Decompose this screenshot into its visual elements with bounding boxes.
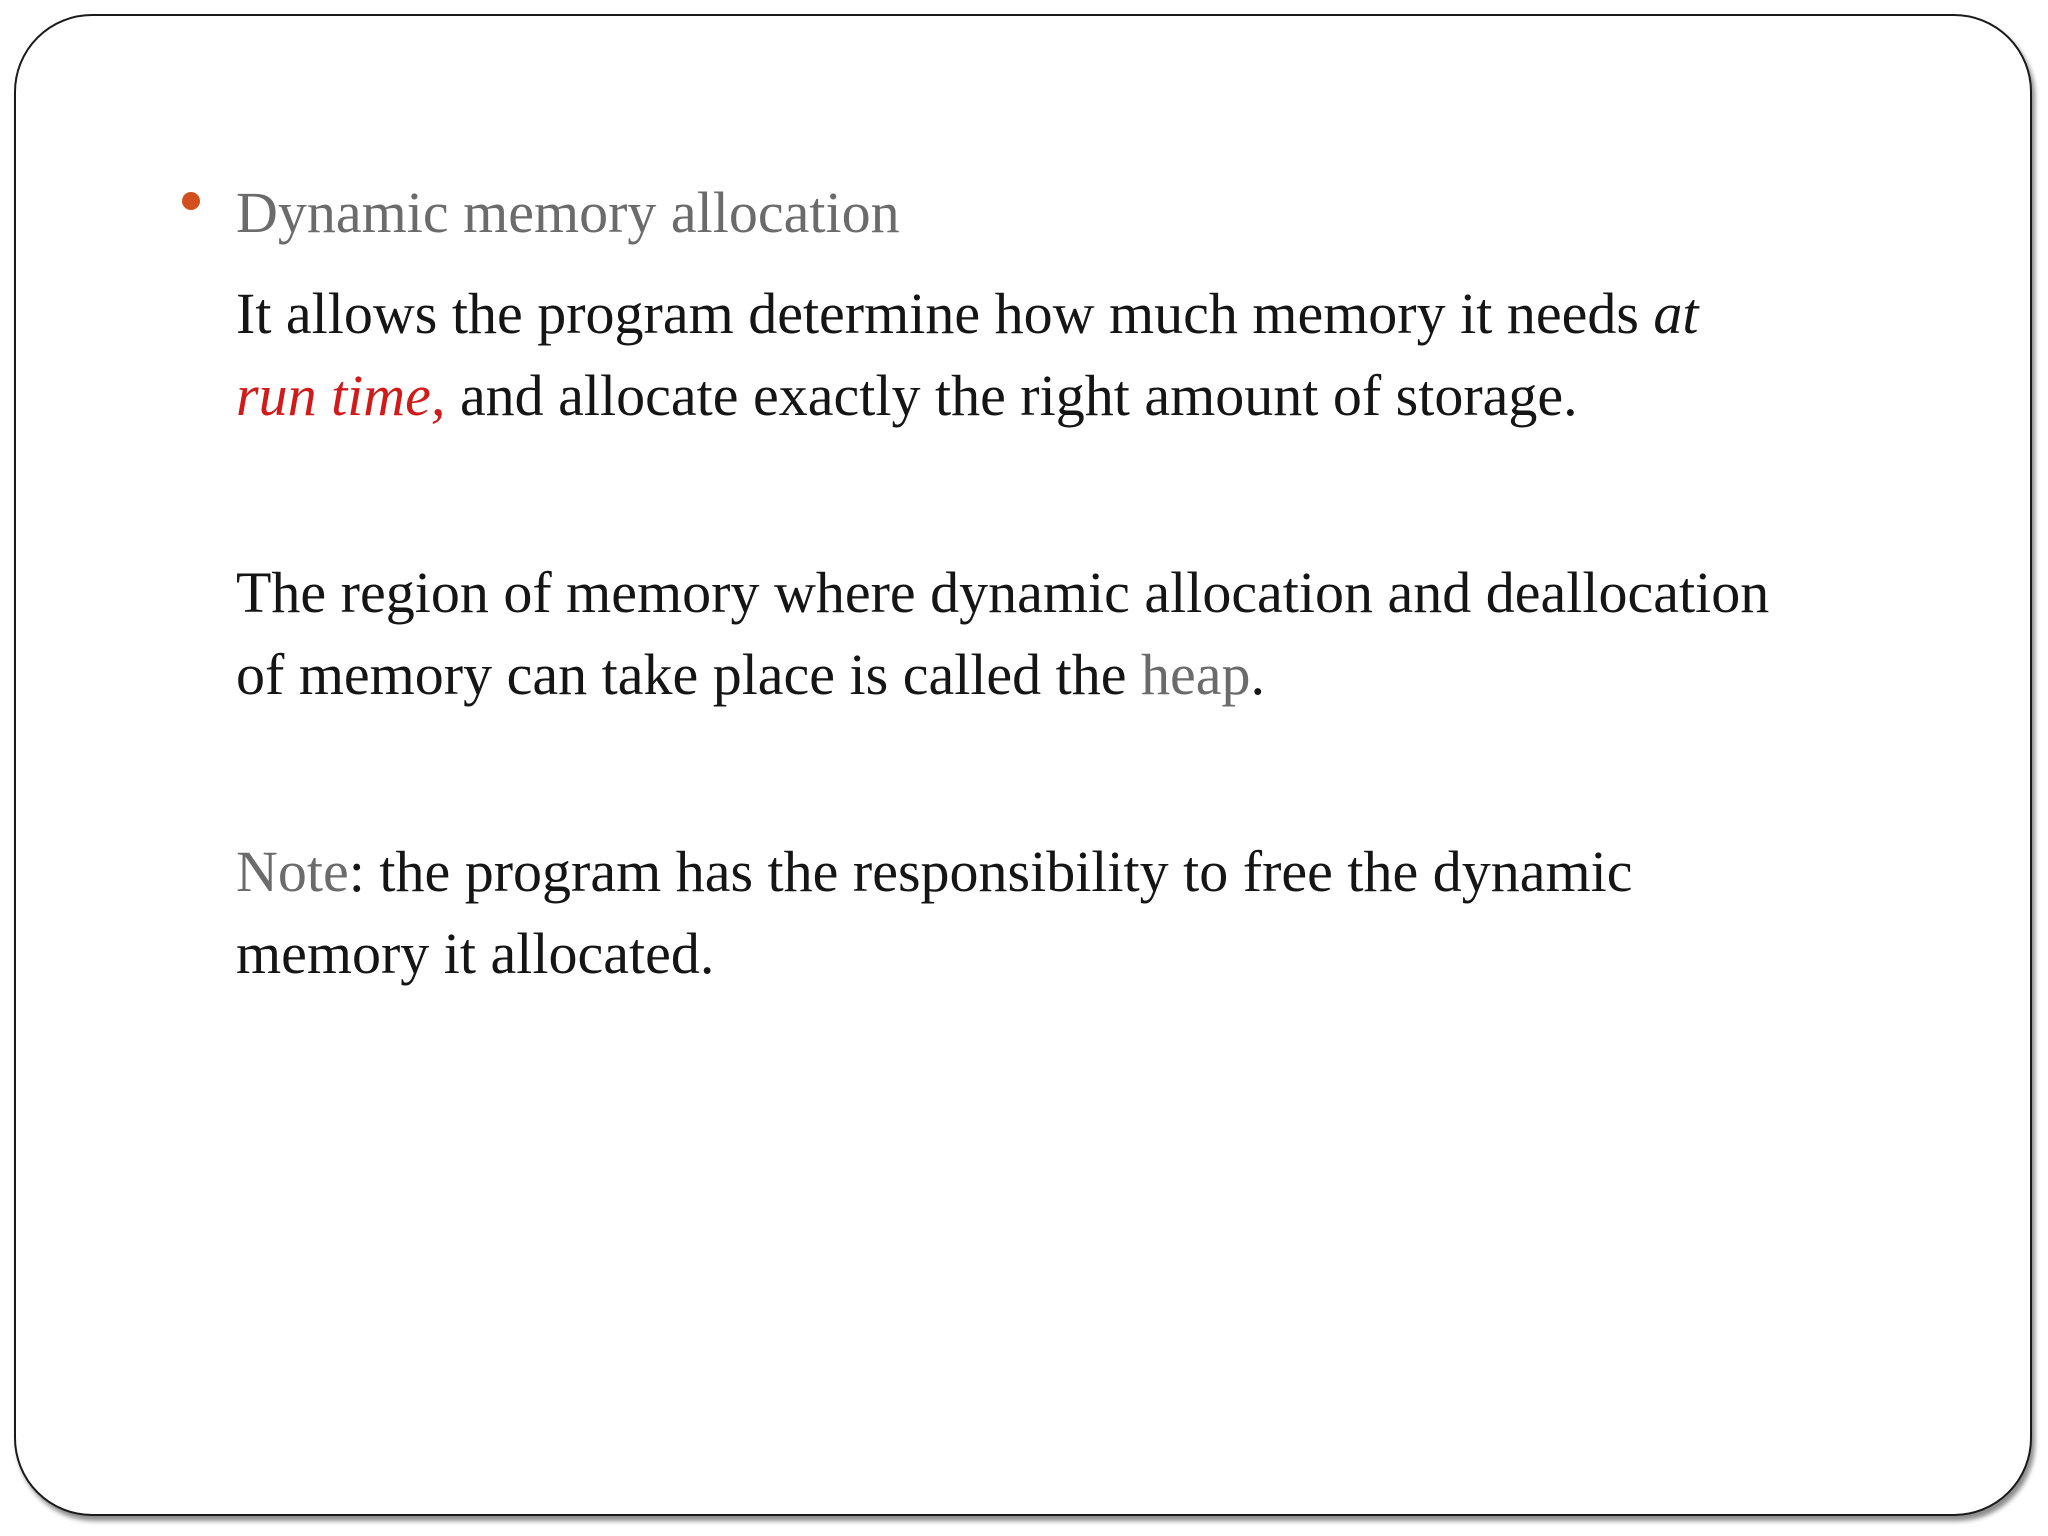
paragraph-note bbox=[236, 831, 1936, 995]
paragraph-run-time bbox=[236, 273, 1936, 437]
paragraph-line bbox=[236, 831, 1936, 913]
italic-text: at bbox=[1653, 281, 1699, 346]
paragraph-text: . bbox=[1250, 642, 1266, 707]
bullet-heading: Dynamic memory allocation bbox=[236, 180, 900, 245]
paragraph-line bbox=[236, 634, 1936, 716]
paragraph-line bbox=[236, 355, 1936, 437]
paragraph-heap bbox=[236, 552, 1936, 716]
paragraph-line: The region of memory where dynamic allocation and deallocation bbox=[236, 560, 1770, 625]
paragraph-line bbox=[236, 273, 1936, 355]
paragraph-line: memory it allocated. bbox=[236, 921, 715, 986]
note-label: Note bbox=[236, 839, 349, 904]
paragraph-text: : the program has the responsibility to free the dynamic bbox=[348, 839, 1633, 904]
highlight-run-time: run time, bbox=[236, 363, 446, 428]
paragraph-text: and allocate exactly the right amount of storage. bbox=[445, 363, 1578, 428]
highlight-heap: heap bbox=[1141, 642, 1251, 707]
paragraph-text: It allows the program determine how much memory it needs bbox=[236, 281, 1654, 346]
bullet-dot-icon bbox=[182, 192, 200, 210]
paragraph-text: of memory can take place is called the bbox=[236, 642, 1142, 707]
